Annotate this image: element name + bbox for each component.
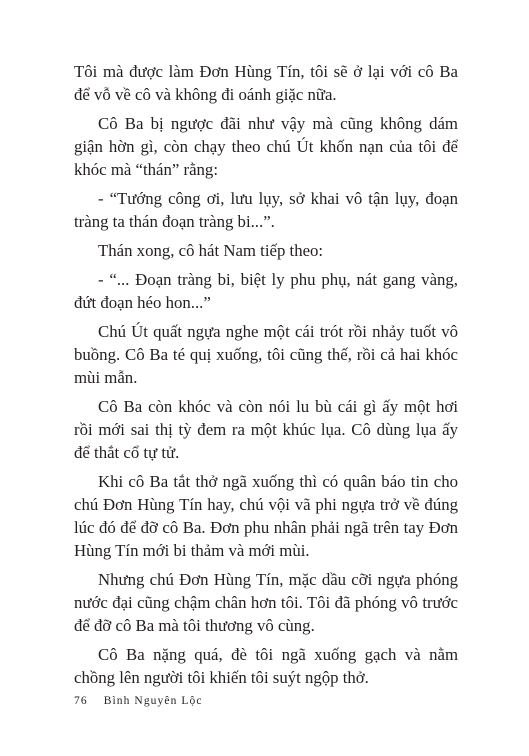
- body-text: [74, 60, 458, 695]
- paragraph: Chú Út quất ngựa nghe một cái trót rồi nhảy tuốt vô buồng. Cô Ba té quị xuống, tôi cũng thế, rồi cả hai khóc mùi mẫn.: [74, 322, 458, 387]
- paragraph: - “... Đoạn tràng bi, biệt ly phu phụ, nát gang vàng, đứt đoạn héo hon...”: [74, 270, 458, 312]
- paragraph: Cô Ba nặng quá, đè tôi ngã xuống gạch và nằm chồng lên người tôi khiến tôi suýt ngộp thở.: [74, 645, 458, 687]
- author-name: Bình Nguyên Lộc: [103, 695, 203, 707]
- paragraph: Khi cô Ba tắt thở ngã xuống thì có quân báo tin cho chú Đơn Hùng Tín hay, chú vội vã phi ngựa trở về đúng lúc đó để đỡ cô Ba. Đơn phu nhân phải ngã trên tay Đơn Hùng Tín mới bi thảm và mới mùi.: [74, 472, 458, 560]
- paragraph: Thán xong, cô hát Nam tiếp theo:: [98, 241, 324, 260]
- paragraph: Nhưng chú Đơn Hùng Tín, mặc dầu cỡi ngựa phóng nước đại cũng chậm chân hơn tôi. Tôi đã phóng vô trước để đỡ cô Ba mà tôi thương vô cùng.: [74, 570, 458, 635]
- paragraph: - “Tướng công ơi, lưu lụy, sở khai vô tận lụy, đoạn tràng ta thán đoạn tràng bi...”.: [74, 189, 458, 231]
- paragraph: Cô Ba còn khóc và còn nói lu bù cái gì ấy một hơi rồi mới sai thị tỳ đem ra một khúc lụa. Cô dùng lụa ấy để thắt cổ tự tử.: [74, 397, 458, 462]
- paragraph: Cô Ba bị ngược đãi như vậy mà cũng không dám giận hờn gì, còn chạy theo chú Út khốn nạn của tôi để khóc mà “thán” rằng:: [74, 114, 458, 179]
- page-number: 76: [74, 695, 88, 707]
- page-footer: [74, 695, 203, 707]
- paragraph: Tôi mà được làm Đơn Hùng Tín, tôi sẽ ở lại với cô Ba để vỗ về cô và không đi oánh giặc nữa.: [74, 62, 458, 104]
